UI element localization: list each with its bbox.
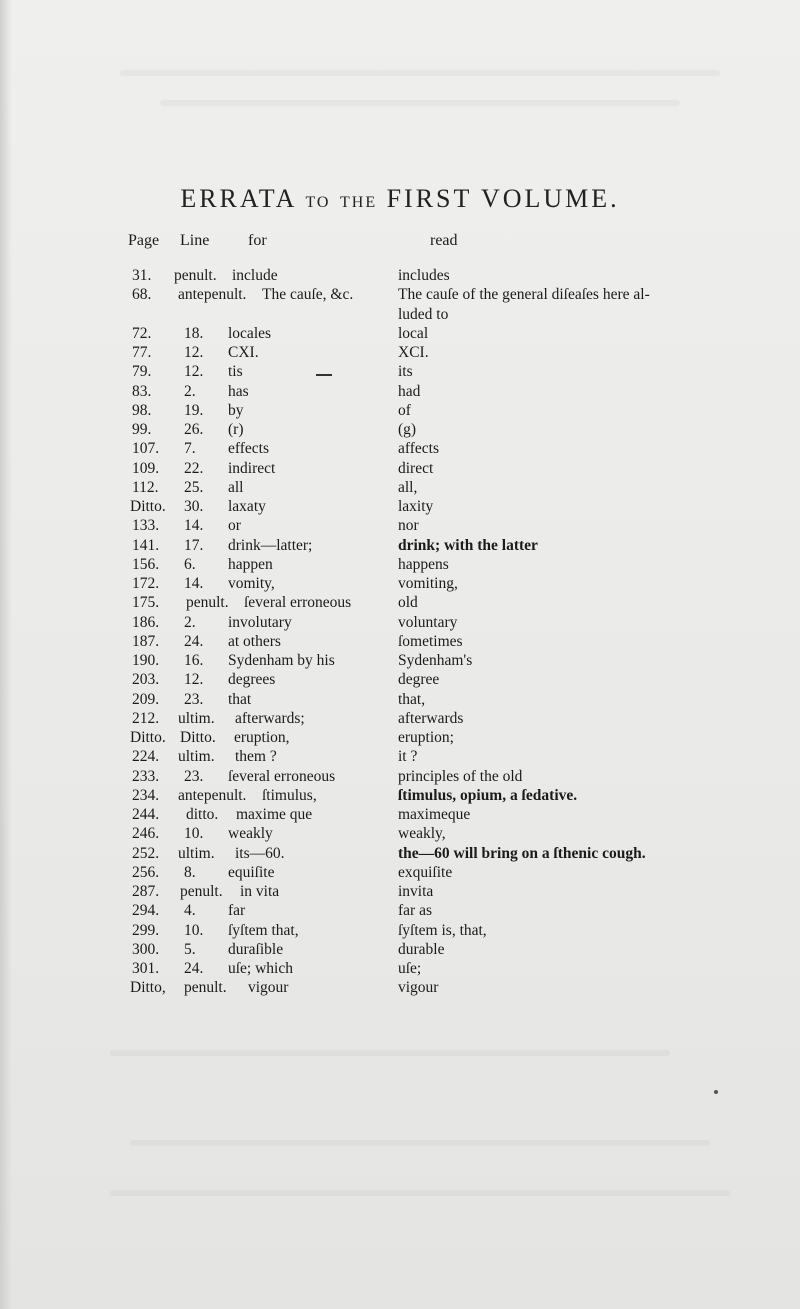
table-row (0, 921, 800, 941)
cell-line: 17. (184, 536, 204, 554)
cell-page: 252. (132, 844, 160, 862)
cell-page: 186. (132, 613, 160, 631)
cell-page: 112. (132, 478, 159, 496)
column-header-read: read (430, 232, 458, 249)
cell-for: (r) (228, 421, 244, 438)
cell-line: 7. (184, 440, 196, 458)
column-header-line: Line (180, 232, 210, 249)
cell-read: ſometimes (398, 632, 463, 650)
cell-read: its (398, 363, 413, 381)
cell-page: 190. (132, 652, 160, 669)
cell-line: antepenult. (178, 786, 247, 804)
cell-for: locales (228, 324, 272, 342)
cell-line: 12. (184, 671, 204, 689)
table-row (0, 613, 800, 633)
cell-read: The cauſe of the general diſeaſes here al- (398, 286, 650, 304)
ink-spot (714, 1090, 718, 1094)
table-row (0, 959, 800, 979)
cell-line: 8. (184, 863, 196, 881)
table-row (0, 670, 800, 690)
cell-for: far (228, 902, 246, 920)
cell-page: 133. (132, 517, 160, 535)
cell-read: XCI. (398, 344, 429, 361)
cell-line: penult. (180, 883, 223, 900)
table-row (0, 728, 800, 748)
cell-line: 14. (184, 517, 204, 535)
table-row (0, 978, 800, 998)
cell-for: laxaty (228, 498, 266, 515)
table-row (0, 574, 800, 594)
cell-for: its—60. (235, 844, 285, 862)
table-row (0, 555, 800, 575)
cell-page: 294. (132, 902, 160, 920)
cell-page: 83. (132, 382, 152, 400)
cell-line: penult. (186, 594, 229, 612)
table-row (0, 709, 800, 729)
cell-line: 16. (184, 652, 204, 669)
cell-read: had (398, 382, 421, 400)
cell-read: weakly, (398, 825, 446, 843)
cell-for: involutary (228, 613, 292, 631)
cell-page: 209. (132, 690, 160, 708)
cell-for: maxime que (236, 806, 313, 823)
cell-for: or (228, 517, 241, 535)
cell-for: effects (228, 440, 270, 458)
cell-read: principles of the old (398, 767, 523, 785)
cell-page: 300. (132, 940, 160, 958)
cell-read: uſe; (398, 960, 422, 977)
cell-line: 10. (184, 921, 204, 939)
cell-for: has (228, 382, 249, 400)
title-word: ERRATA (180, 184, 296, 213)
cell-page: 175. (132, 594, 160, 612)
cell-page: 156. (132, 555, 160, 573)
cell-line: 4. (184, 902, 196, 920)
cell-page: 287. (132, 883, 160, 900)
cell-read: nor (398, 517, 419, 535)
cell-read: includes (398, 267, 450, 284)
cell-page: Ditto, (130, 979, 166, 997)
cell-read: exquiſite (398, 863, 453, 881)
cell-read: affects (398, 440, 440, 458)
cell-for: degrees (228, 671, 276, 689)
cell-for: uſe; which (228, 960, 293, 977)
cell-for: equiſite (228, 863, 275, 881)
cell-read: invita (398, 883, 434, 900)
cell-read: luded to (398, 305, 449, 323)
cell-for: weakly (228, 825, 273, 843)
cell-page: 187. (132, 632, 160, 650)
cell-read: voluntary (398, 613, 458, 631)
column-header-for: for (248, 232, 267, 249)
cell-line: antepenult. (178, 286, 247, 304)
table-row (0, 690, 800, 710)
cell-read: old (398, 594, 418, 612)
table-row (0, 420, 800, 440)
cell-read: ſyſtem is, that, (398, 921, 487, 939)
cell-for: them ? (235, 748, 277, 766)
bleed-through-line (130, 1140, 710, 1146)
cell-page: 244. (132, 806, 160, 823)
cell-for: afterwards; (235, 709, 305, 727)
cell-line: 18. (184, 324, 204, 342)
cell-page: 234. (132, 786, 160, 804)
cell-for: ſeveral erroneous (228, 767, 336, 785)
cell-read: laxity (398, 498, 434, 515)
table-row (0, 824, 800, 844)
cell-page: 224. (132, 748, 160, 766)
cell-line: 6. (184, 555, 196, 573)
cell-line: 12. (184, 363, 204, 381)
title-word: THE (339, 194, 378, 211)
cell-page: 72. (132, 324, 152, 342)
cell-page: 299. (132, 921, 160, 939)
cell-read: durable (398, 940, 445, 958)
table-row (0, 478, 800, 498)
cell-page: 79. (132, 363, 152, 381)
table-row (0, 844, 800, 864)
cell-for: drink—latter; (228, 536, 313, 554)
table-row (0, 805, 800, 825)
cell-page: 107. (132, 440, 160, 458)
cell-line: 25. (184, 478, 204, 496)
cell-page: 99. (132, 421, 152, 438)
cell-line: ultim. (178, 748, 215, 766)
cell-for: indirect (228, 459, 276, 477)
cell-line: 22. (184, 459, 204, 477)
cell-line: 2. (184, 613, 196, 631)
cell-line: ultim. (178, 844, 215, 862)
cell-line: 23. (184, 690, 204, 708)
cell-read: afterwards (398, 709, 464, 727)
table-row (0, 767, 800, 787)
table-row (0, 747, 800, 767)
cell-for: ſyſtem that, (228, 921, 299, 939)
bleed-through-line (110, 1190, 730, 1196)
cell-page: Ditto. (130, 729, 166, 746)
cell-for: all (228, 478, 244, 496)
cell-read: it ? (398, 748, 418, 766)
cell-page: 141. (132, 536, 160, 554)
cell-read: of (398, 401, 411, 419)
cell-line: 24. (184, 632, 204, 650)
title-word: TO (305, 194, 331, 211)
table-row (0, 786, 800, 806)
cell-page: 233. (132, 767, 160, 785)
table-row (0, 497, 800, 517)
table-row (0, 285, 800, 305)
table-row (0, 343, 800, 363)
bleed-through-line (120, 70, 720, 76)
page-title (0, 184, 800, 214)
cell-line: 2. (184, 382, 196, 400)
cell-read: vigour (398, 979, 439, 997)
cell-page: 256. (132, 863, 160, 881)
cell-read: drink; with the latter (398, 536, 538, 554)
bleed-through-line (160, 100, 680, 106)
table-row (0, 266, 800, 286)
table-row (0, 459, 800, 479)
cell-page: Ditto. (130, 498, 166, 515)
cell-page: 77. (132, 344, 152, 361)
cell-for: eruption, (234, 729, 290, 746)
cell-read: the—60 will bring on a ſthenic cough. (398, 844, 646, 862)
table-row (0, 382, 800, 402)
cell-read: direct (398, 459, 434, 477)
dash-mark (316, 374, 332, 376)
cell-page: 172. (132, 575, 160, 592)
table-row (0, 362, 800, 382)
title-word: FIRST VOLUME. (386, 184, 620, 213)
cell-for: CXI. (228, 344, 259, 361)
table-row (0, 940, 800, 960)
cell-page: 98. (132, 401, 152, 419)
cell-read: vomiting, (398, 575, 458, 592)
cell-page: 301. (132, 960, 160, 977)
cell-for: in vita (240, 883, 280, 900)
table-row (0, 536, 800, 556)
cell-for: include (232, 267, 278, 284)
table-row (0, 324, 800, 344)
cell-for: The cauſe, &c. (262, 286, 354, 304)
cell-read: (g) (398, 421, 417, 438)
cell-for: ſeveral erroneous (244, 594, 352, 612)
table-row (0, 593, 800, 613)
cell-line: 5. (184, 940, 196, 958)
cell-line: penult. (174, 267, 217, 284)
column-header-page: Page (128, 232, 160, 249)
cell-read: that, (398, 690, 426, 708)
cell-read: Sydenham's (398, 652, 473, 669)
table-row (0, 882, 800, 902)
table-row (0, 401, 800, 421)
cell-for: that (228, 690, 252, 708)
table-row (0, 632, 800, 652)
table-row (0, 901, 800, 921)
cell-read: eruption; (398, 729, 454, 746)
cell-page: 109. (132, 459, 160, 477)
cell-for: happen (228, 555, 273, 573)
cell-line: ditto. (186, 806, 219, 823)
table-row (0, 651, 800, 671)
bleed-through-line (110, 1050, 670, 1056)
table-row (0, 439, 800, 459)
cell-line: 14. (184, 575, 204, 592)
cell-read: local (398, 324, 429, 342)
cell-read: maximeque (398, 806, 471, 823)
cell-line: 10. (184, 825, 204, 843)
cell-line: 19. (184, 401, 204, 419)
table-row (0, 516, 800, 536)
table-row (0, 863, 800, 883)
cell-line: Ditto. (180, 729, 216, 746)
cell-page: 246. (132, 825, 160, 843)
cell-for: vigour (248, 979, 289, 997)
cell-page: 31. (132, 267, 152, 284)
cell-for: ſtimulus, (262, 786, 317, 804)
cell-page: 203. (132, 671, 160, 689)
cell-line: 23. (184, 767, 204, 785)
cell-for: at others (228, 632, 281, 650)
cell-page: 68. (132, 286, 152, 304)
cell-line: 24. (184, 960, 204, 977)
cell-for: by (228, 401, 244, 419)
cell-line: penult. (184, 979, 227, 997)
cell-for: duraſible (228, 940, 284, 958)
cell-line: 12. (184, 344, 204, 361)
cell-line: 26. (184, 421, 204, 438)
table-row (0, 305, 800, 325)
cell-for: tis (228, 363, 243, 381)
cell-for: vomity, (228, 575, 275, 592)
cell-read: happens (398, 555, 449, 573)
cell-line: 30. (184, 498, 204, 515)
cell-read: ſtimulus, opium, a ſedative. (398, 786, 578, 804)
cell-page: 212. (132, 709, 160, 727)
cell-read: degree (398, 671, 440, 689)
cell-for: Sydenham by his (228, 652, 335, 669)
cell-read: all, (398, 478, 418, 496)
cell-read: far as (398, 902, 432, 920)
cell-line: ultim. (178, 709, 215, 727)
